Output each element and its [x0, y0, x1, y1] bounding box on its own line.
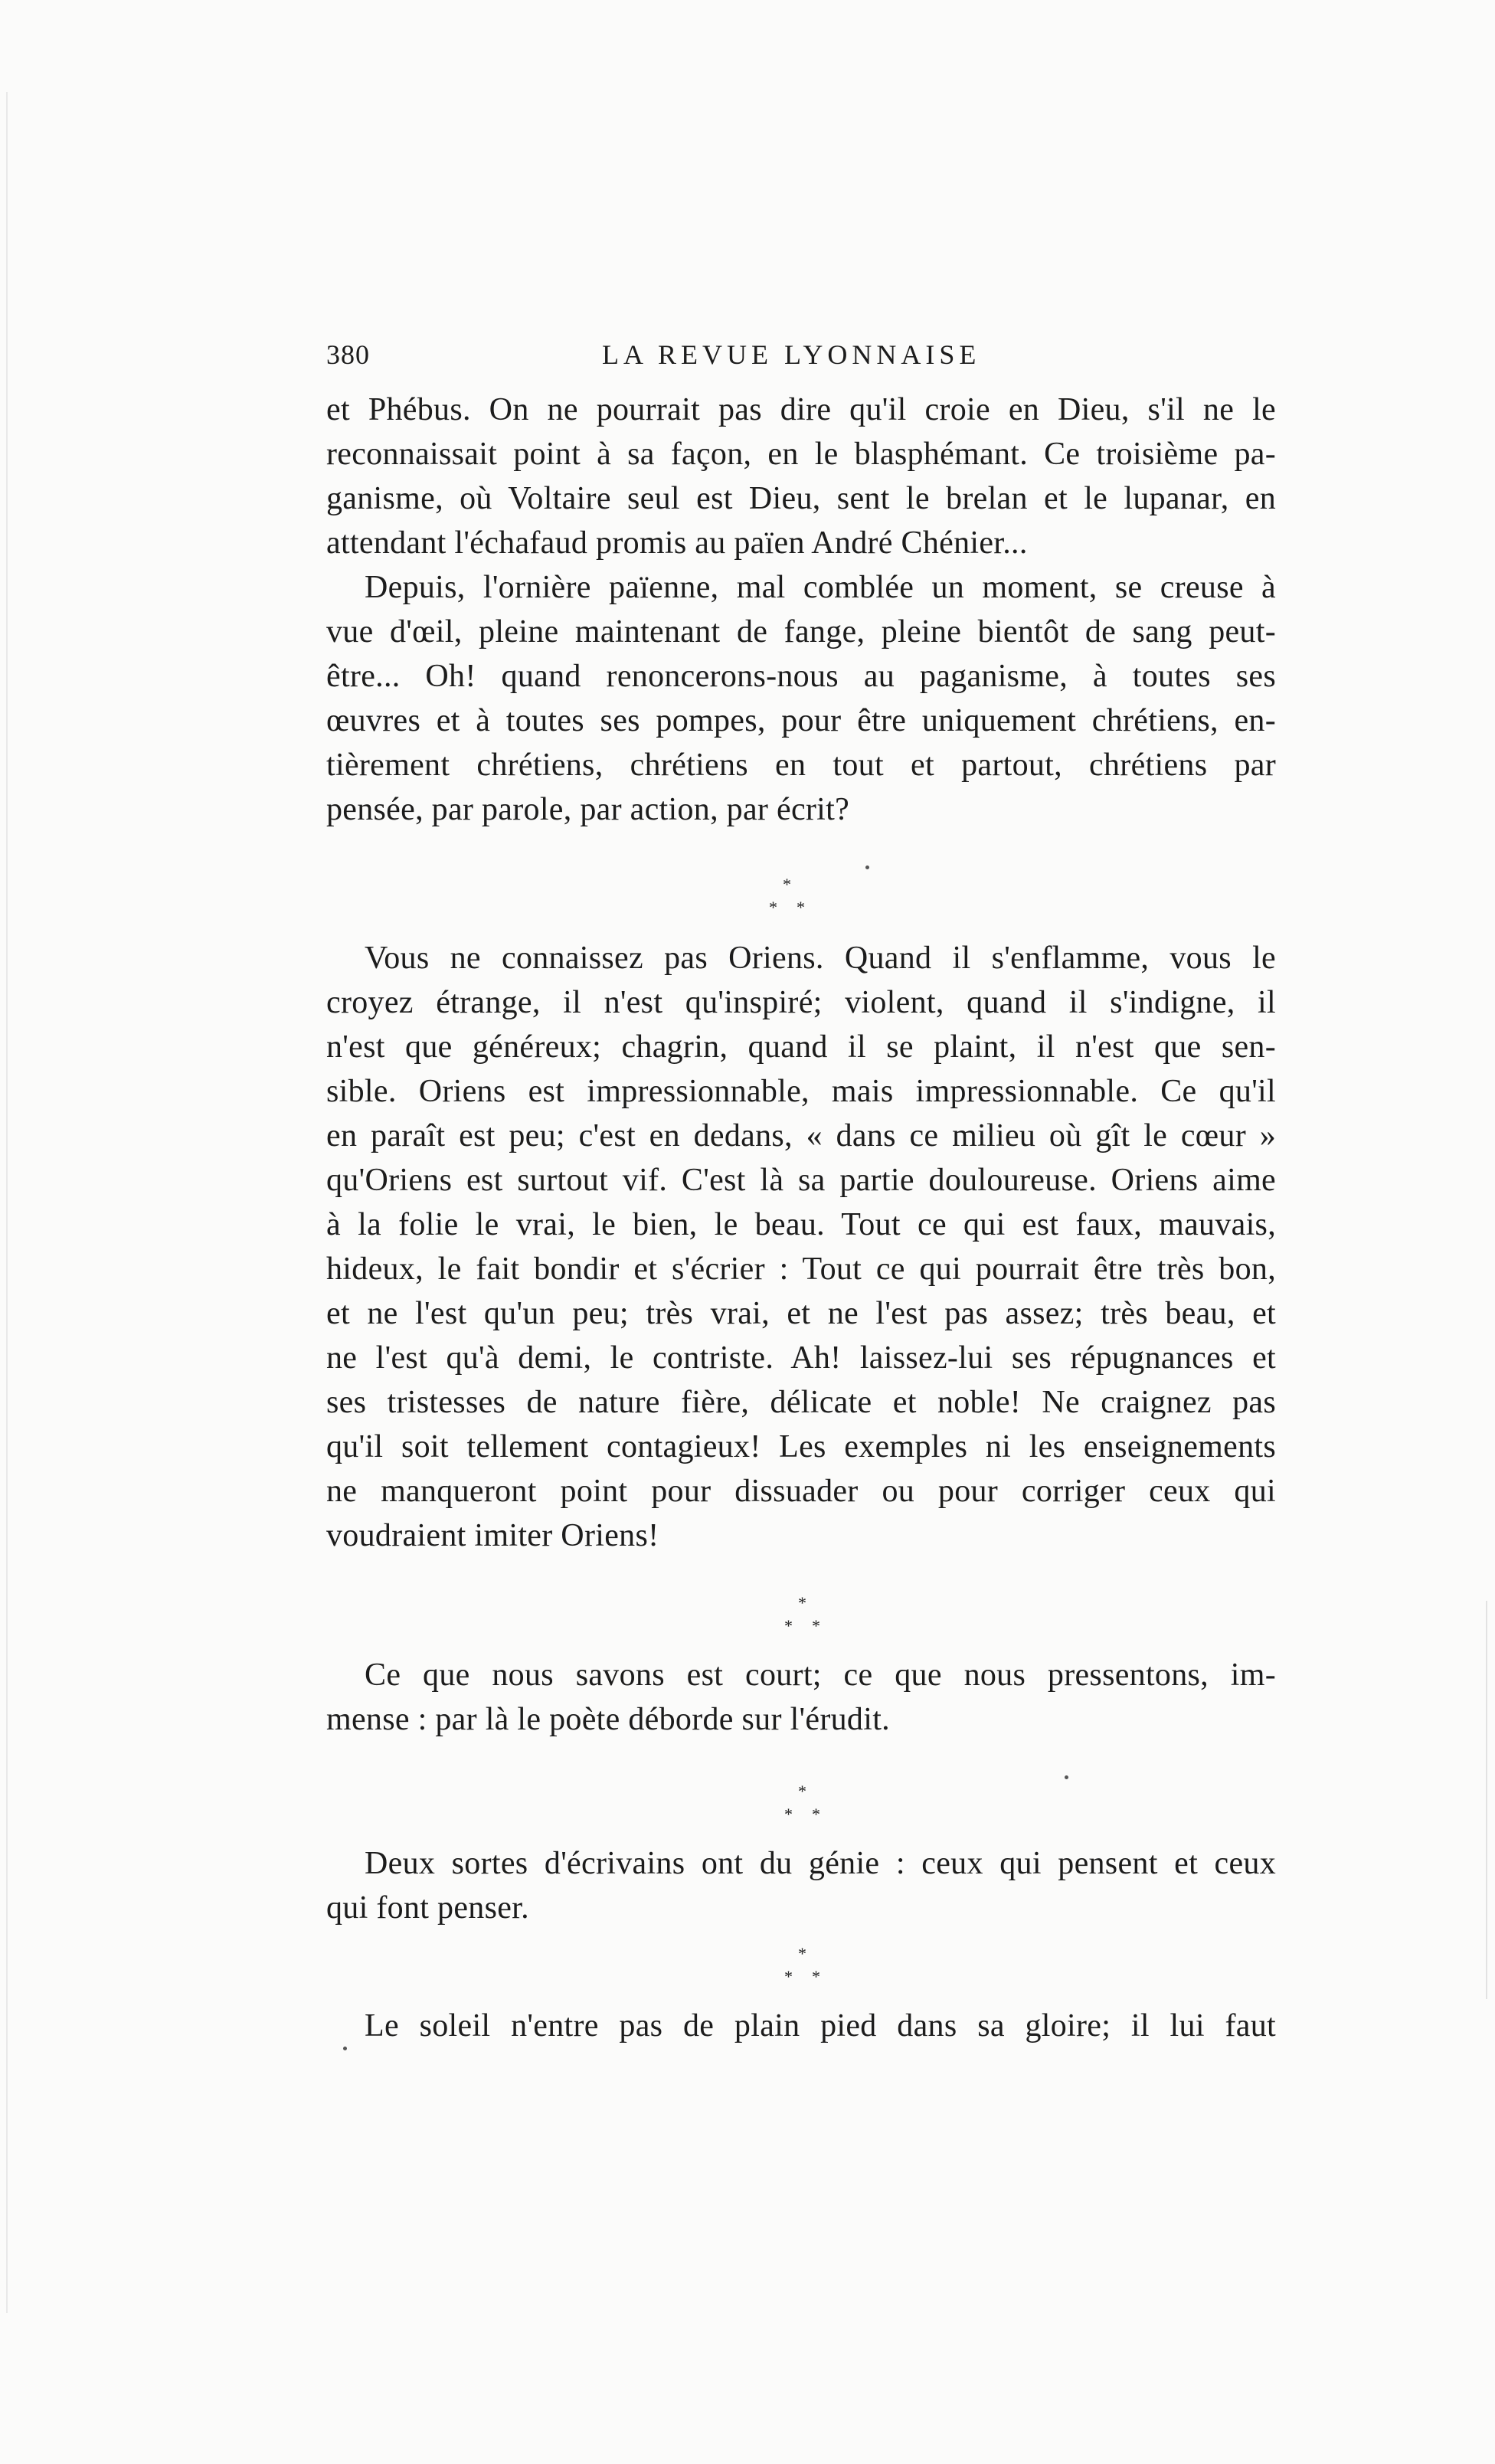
text-line: vue d'œil, pleine maintenant de fange, pleine bientôt de sang peut- — [326, 614, 1276, 650]
scan-speck — [343, 2047, 347, 2050]
text-line: pensée, par parole, par action, par écrit? — [326, 792, 850, 827]
asterism-star: * — [812, 1805, 820, 1824]
text-line: mense : par là le poète déborde sur l'érudit. — [326, 1702, 890, 1737]
text-line: ses tristesses de nature fière, délicate et noble! Ne craignez pas — [326, 1385, 1276, 1420]
text-line: ne manqueront point pour dissuader ou pour corriger ceux qui — [326, 1474, 1276, 1509]
text-line: qui font penser. — [326, 1890, 529, 1926]
section-asterism — [778, 1593, 839, 1647]
asterism-star: * — [812, 1967, 820, 1986]
asterism-star: * — [812, 1616, 820, 1635]
asterism-star: * — [769, 898, 777, 917]
text-line: croyez étrange, il n'est qu'inspiré; violent, quand il s'indigne, il — [326, 985, 1276, 1020]
text-line: œuvres et à toutes ses pompes, pour être uniquement chrétiens, en- — [326, 703, 1276, 738]
paragraph-1 — [326, 388, 1276, 565]
text-line: être... Oh! quand renoncerons-nous au paganisme, à toutes ses — [326, 659, 1276, 694]
asterism-star: * — [783, 875, 791, 894]
text-line: attendant l'échafaud promis au païen André Chénier... — [326, 525, 1028, 561]
text-line: sible. Oriens est impressionnable, mais impressionnable. Ce qu'il — [326, 1074, 1276, 1109]
text-line: Deux sortes d'écrivains ont du génie : ceux qui pensent et ceux — [365, 1846, 1276, 1881]
text-line: qu'Oriens est surtout vif. C'est là sa partie douloureuse. Oriens aime — [326, 1163, 1276, 1198]
text-line: à la folie le vrai, le bien, le beau. Tout ce qui est faux, mauvais, — [326, 1207, 1276, 1242]
asterism-star: * — [797, 898, 805, 917]
text-line: voudraient imiter Oriens! — [326, 1518, 659, 1553]
running-title: LA REVUE LYONNAISE — [602, 339, 981, 370]
scan-speck — [1065, 1775, 1068, 1779]
text-line: et ne l'est qu'un peu; très vrai, et ne l'est pas assez; très beau, et — [326, 1296, 1276, 1331]
text-line: en paraît est peu; c'est en dedans, « dans ce milieu où gît le cœur » — [326, 1118, 1276, 1153]
page-number: 380 — [326, 339, 370, 370]
text-line: et Phébus. On ne pourrait pas dire qu'il croie en Dieu, s'il ne le — [326, 392, 1276, 427]
scan-speck — [865, 866, 869, 869]
text-line: n'est que généreux; chagrin, quand il se plaint, il n'est que sen- — [326, 1029, 1276, 1065]
section-asterism — [778, 1944, 839, 1998]
paragraph-4 — [326, 1653, 1276, 1742]
text-line: Le soleil n'entre pas de plain pied dans sa gloire; il lui faut — [365, 2008, 1276, 2044]
section-asterism — [763, 875, 824, 928]
paragraph-2 — [326, 565, 1276, 832]
scan-edge-left — [6, 92, 8, 2313]
text-line: ne l'est qu'à demi, le contriste. Ah! laissez-lui ses répugnances et — [326, 1340, 1276, 1376]
paragraph-6 — [326, 2004, 1276, 2048]
page-header — [326, 334, 1153, 380]
asterism-star: * — [784, 1967, 793, 1986]
scan-edge-right — [1486, 1601, 1487, 1999]
asterism-star: * — [798, 1593, 806, 1612]
paragraph-3 — [326, 936, 1276, 1558]
text-line: Vous ne connaissez pas Oriens. Quand il s'enflamme, vous le — [365, 941, 1276, 976]
text-line: tièrement chrétiens, chrétiens en tout et partout, chrétiens par — [326, 748, 1276, 783]
text-line: ganisme, où Voltaire seul est Dieu, sent le brelan et le lupanar, en — [326, 481, 1276, 516]
section-asterism — [778, 1782, 839, 1835]
text-line: qu'il soit tellement contagieux! Les exemples ni les enseignements — [326, 1429, 1276, 1464]
text-line: Ce que nous savons est court; ce que nous pressentons, im- — [365, 1657, 1276, 1693]
text-line: Depuis, l'ornière païenne, mal comblée un moment, se creuse à — [365, 570, 1276, 605]
asterism-star: * — [798, 1782, 806, 1801]
asterism-star: * — [784, 1616, 793, 1635]
asterism-star: * — [784, 1805, 793, 1824]
text-line: reconnaissait point à sa façon, en le blasphémant. Ce troisième pa- — [326, 437, 1276, 472]
paragraph-5 — [326, 1841, 1276, 1930]
asterism-star: * — [798, 1944, 806, 1963]
text-line: hideux, le fait bondir et s'écrier : Tout ce qui pourrait être très bon, — [326, 1252, 1276, 1287]
